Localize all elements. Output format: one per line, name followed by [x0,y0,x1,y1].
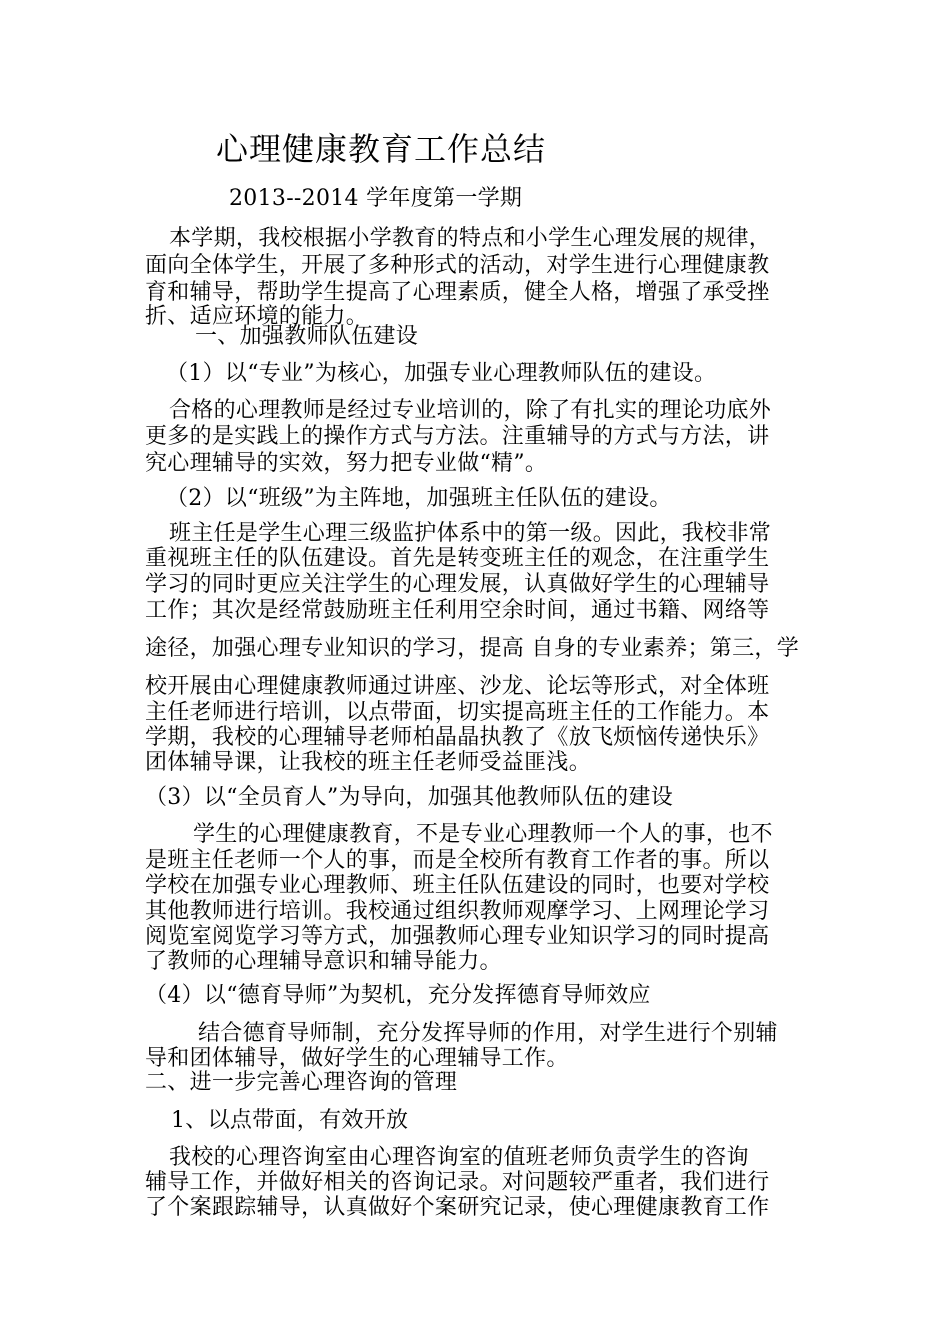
body-line: 学生的心理健康教育，不是专业心理教师一个人的事，也不 [193,822,773,847]
body-line: 学校在加强专业心理教师、班主任队伍建设的同时，也要对学校 [145,873,770,898]
body-line: 面向全体学生，开展了多种形式的活动，对学生进行心理健康教 [145,253,770,278]
body-line: 了教师的心理辅导意识和辅导能力。 [145,949,502,974]
body-line: 是班主任老师一个人的事，而是全校所有教育工作者的事。所以 [145,848,770,873]
subsection-heading: 1、以点带面，有效开放 [171,1108,409,1133]
body-line: 其他教师进行培训。我校通过组织教师观摩学习、上网理论学习 [145,899,770,924]
body-line: 团体辅导课，让我校的班主任老师受益匪浅。 [145,750,592,775]
body-line: 校开展由心理健康教师通过讲座、沙龙、论坛等形式，对全体班 [145,674,770,699]
body-line: 阅览室阅览学习等方式，加强教师心理专业知识学习的同时提高 [145,924,770,949]
body-line: 我校的心理咨询室由心理咨询室的值班老师负责学生的咨询 [169,1145,749,1170]
body-line: 重视班主任的队伍建设。首先是转变班主任的观念，在注重学生 [145,546,770,571]
body-line: 折、适应环境的能力。 [145,304,369,329]
body-line: 本学期，我校根据小学教育的特点和小学生心理发展的规律， [169,226,772,251]
subsection-heading: （4）以“德育导师”为契机，充分发挥德育导师效应 [145,983,651,1008]
section-heading: 一、加强教师队伍建设 [195,324,419,349]
subsection-heading: （2）以“班级”为主阵地，加强班主任队伍的建设。 [166,486,672,511]
body-line: 途径，加强心理专业知识的学习，提高 自身的专业素养；第三，学 [145,636,799,661]
body-line: 班主任是学生心理三级监护体系中的第一级。因此，我校非常 [169,521,772,546]
body-line: 学习的同时更应关注学生的心理发展，认真做好学生的心理辅导 [145,572,770,597]
body-line: 更多的是实践上的操作方式与方法。注重辅导的方式与方法，讲 [145,424,770,449]
body-line: 工作；其次是经常鼓励班主任利用空余时间，通过书籍、网络等 [145,598,770,623]
subsection-heading: （3）以“全员育人”为导向，加强其他教师队伍的建设 [145,785,673,810]
body-line: 究心理辅导的实效，努力把专业做“精”。 [145,451,548,476]
body-line: 育和辅导，帮助学生提高了心理素质，健全人格，增强了承受挫 [145,280,770,305]
section-heading: 二、进一步完善心理咨询的管理 [145,1070,458,1095]
body-line: 主任老师进行培训，以点带面，切实提高班主任的工作能力。本 [145,700,770,725]
subsection-heading: （1）以“专业”为核心，加强专业心理教师队伍的建设。 [166,361,717,386]
body-line: 结合德育导师制，充分发挥导师的作用，对学生进行个别辅 [198,1021,778,1046]
body-line: 合格的心理教师是经过专业培训的，除了有扎实的理论功底外 [169,398,772,423]
page-title: 心理健康教育工作总结 [216,130,547,168]
body-line: 辅导工作，并做好相关的咨询记录。对问题较严重者，我们进行 [145,1170,770,1195]
body-line: 了个案跟踪辅导，认真做好个案研究记录，使心理健康教育工作 [145,1195,770,1220]
body-line: 学期，我校的心理辅导老师柏晶晶执教了《放飞烦恼传递快乐》 [145,725,770,750]
body-line: 导和团体辅导，做好学生的心理辅导工作。 [145,1046,569,1071]
page-subtitle: 2013--2014 学年度第一学期 [229,186,523,211]
